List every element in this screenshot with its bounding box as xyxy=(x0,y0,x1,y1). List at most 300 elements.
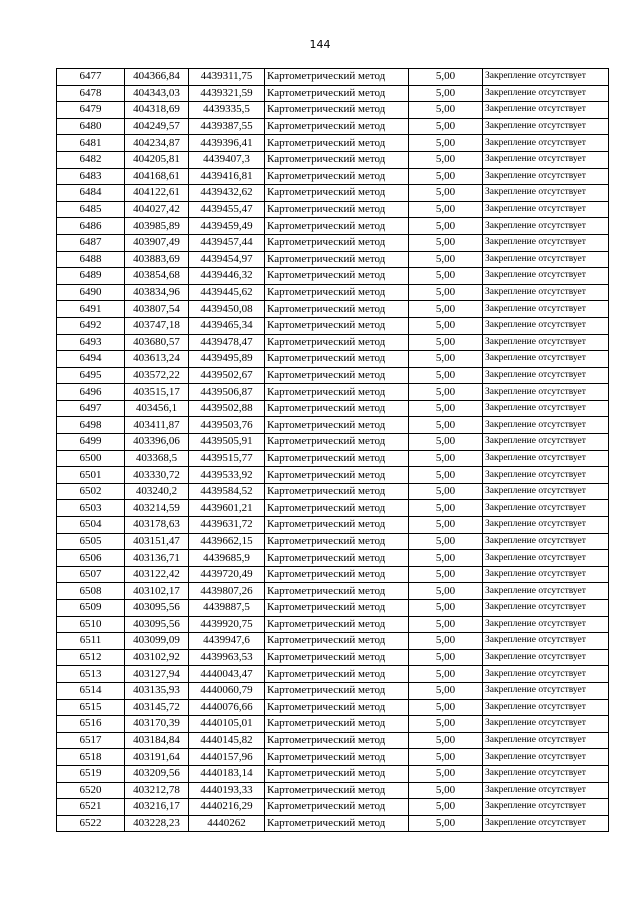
precision-cell: 5,00 xyxy=(409,765,483,782)
method-cell: Картометрический метод xyxy=(265,69,409,86)
fixation-cell: Закрепление отсутствует xyxy=(483,600,609,617)
y-coordinate-cell: 4440183,14 xyxy=(189,765,265,782)
point-number-cell: 6510 xyxy=(57,616,125,633)
y-coordinate-cell: 4439465,34 xyxy=(189,317,265,334)
y-coordinate-cell: 4439446,32 xyxy=(189,268,265,285)
y-coordinate-cell: 4439503,76 xyxy=(189,417,265,434)
method-cell: Картометрический метод xyxy=(265,550,409,567)
fixation-cell: Закрепление отсутствует xyxy=(483,666,609,683)
x-coordinate-cell: 403985,89 xyxy=(125,218,189,235)
point-number-cell: 6503 xyxy=(57,500,125,517)
x-coordinate-cell: 403127,94 xyxy=(125,666,189,683)
table-row xyxy=(57,666,609,683)
fixation-cell: Закрепление отсутствует xyxy=(483,434,609,451)
y-coordinate-cell: 4439887,5 xyxy=(189,600,265,617)
precision-cell: 5,00 xyxy=(409,550,483,567)
point-number-cell: 6515 xyxy=(57,699,125,716)
x-coordinate-cell: 403228,23 xyxy=(125,815,189,832)
y-coordinate-cell: 4439506,87 xyxy=(189,384,265,401)
y-coordinate-cell: 4439416,81 xyxy=(189,168,265,185)
precision-cell: 5,00 xyxy=(409,85,483,102)
fixation-cell: Закрепление отсутствует xyxy=(483,102,609,119)
fixation-cell: Закрепление отсутствует xyxy=(483,732,609,749)
point-number-cell: 6478 xyxy=(57,85,125,102)
method-cell: Картометрический метод xyxy=(265,168,409,185)
method-cell: Картометрический метод xyxy=(265,351,409,368)
method-cell: Картометрический метод xyxy=(265,633,409,650)
method-cell: Картометрический метод xyxy=(265,533,409,550)
precision-cell: 5,00 xyxy=(409,102,483,119)
x-coordinate-cell: 403216,17 xyxy=(125,799,189,816)
x-coordinate-cell: 403095,56 xyxy=(125,616,189,633)
method-cell: Картометрический метод xyxy=(265,185,409,202)
method-cell: Картометрический метод xyxy=(265,334,409,351)
fixation-cell: Закрепление отсутствует xyxy=(483,135,609,152)
y-coordinate-cell: 4439396,41 xyxy=(189,135,265,152)
y-coordinate-cell: 4439311,75 xyxy=(189,69,265,86)
coordinates-table xyxy=(56,68,609,832)
precision-cell: 5,00 xyxy=(409,716,483,733)
y-coordinate-cell: 4439631,72 xyxy=(189,517,265,534)
y-coordinate-cell: 4439455,47 xyxy=(189,201,265,218)
y-coordinate-cell: 4440105,01 xyxy=(189,716,265,733)
y-coordinate-cell: 4440193,33 xyxy=(189,782,265,799)
table-row xyxy=(57,367,609,384)
y-coordinate-cell: 4439335,5 xyxy=(189,102,265,119)
fixation-cell: Закрепление отсутствует xyxy=(483,500,609,517)
method-cell: Картометрический метод xyxy=(265,85,409,102)
precision-cell: 5,00 xyxy=(409,135,483,152)
point-number-cell: 6507 xyxy=(57,566,125,583)
y-coordinate-cell: 4440216,29 xyxy=(189,799,265,816)
x-coordinate-cell: 404234,87 xyxy=(125,135,189,152)
table-row xyxy=(57,351,609,368)
table-row xyxy=(57,417,609,434)
method-cell: Картометрический метод xyxy=(265,317,409,334)
table-row xyxy=(57,434,609,451)
x-coordinate-cell: 403151,47 xyxy=(125,533,189,550)
x-coordinate-cell: 403680,57 xyxy=(125,334,189,351)
precision-cell: 5,00 xyxy=(409,517,483,534)
fixation-cell: Закрепление отсутствует xyxy=(483,699,609,716)
method-cell: Картометрический метод xyxy=(265,716,409,733)
table-row xyxy=(57,384,609,401)
table-row xyxy=(57,168,609,185)
fixation-cell: Закрепление отсутствует xyxy=(483,749,609,766)
y-coordinate-cell: 4439685,9 xyxy=(189,550,265,567)
precision-cell: 5,00 xyxy=(409,317,483,334)
y-coordinate-cell: 4439495,89 xyxy=(189,351,265,368)
x-coordinate-cell: 403854,68 xyxy=(125,268,189,285)
method-cell: Картометрический метод xyxy=(265,234,409,251)
x-coordinate-cell: 404205,81 xyxy=(125,151,189,168)
point-number-cell: 6501 xyxy=(57,467,125,484)
x-coordinate-cell: 403747,18 xyxy=(125,317,189,334)
x-coordinate-cell: 403099,09 xyxy=(125,633,189,650)
method-cell: Картометрический метод xyxy=(265,732,409,749)
y-coordinate-cell: 4439533,92 xyxy=(189,467,265,484)
x-coordinate-cell: 403102,92 xyxy=(125,649,189,666)
precision-cell: 5,00 xyxy=(409,367,483,384)
x-coordinate-cell: 403170,39 xyxy=(125,716,189,733)
precision-cell: 5,00 xyxy=(409,301,483,318)
y-coordinate-cell: 4440043,47 xyxy=(189,666,265,683)
method-cell: Картометрический метод xyxy=(265,367,409,384)
point-number-cell: 6516 xyxy=(57,716,125,733)
point-number-cell: 6482 xyxy=(57,151,125,168)
fixation-cell: Закрепление отсутствует xyxy=(483,317,609,334)
table-row xyxy=(57,268,609,285)
method-cell: Картометрический метод xyxy=(265,201,409,218)
x-coordinate-cell: 403907,49 xyxy=(125,234,189,251)
precision-cell: 5,00 xyxy=(409,201,483,218)
x-coordinate-cell: 403613,24 xyxy=(125,351,189,368)
x-coordinate-cell: 403191,64 xyxy=(125,749,189,766)
fixation-cell: Закрепление отсутствует xyxy=(483,550,609,567)
table-row xyxy=(57,533,609,550)
table-row xyxy=(57,550,609,567)
table-row xyxy=(57,517,609,534)
x-coordinate-cell: 403572,22 xyxy=(125,367,189,384)
x-coordinate-cell: 404122,61 xyxy=(125,185,189,202)
y-coordinate-cell: 4439478,47 xyxy=(189,334,265,351)
table-row xyxy=(57,815,609,832)
x-coordinate-cell: 403834,96 xyxy=(125,284,189,301)
method-cell: Картометрический метод xyxy=(265,417,409,434)
method-cell: Картометрический метод xyxy=(265,782,409,799)
point-number-cell: 6502 xyxy=(57,483,125,500)
point-number-cell: 6522 xyxy=(57,815,125,832)
method-cell: Картометрический метод xyxy=(265,434,409,451)
precision-cell: 5,00 xyxy=(409,400,483,417)
point-number-cell: 6495 xyxy=(57,367,125,384)
method-cell: Картометрический метод xyxy=(265,301,409,318)
method-cell: Картометрический метод xyxy=(265,102,409,119)
table-row xyxy=(57,732,609,749)
precision-cell: 5,00 xyxy=(409,566,483,583)
point-number-cell: 6514 xyxy=(57,682,125,699)
x-coordinate-cell: 403456,1 xyxy=(125,400,189,417)
y-coordinate-cell: 4439407,3 xyxy=(189,151,265,168)
table-row xyxy=(57,400,609,417)
table-row xyxy=(57,633,609,650)
x-coordinate-cell: 403883,69 xyxy=(125,251,189,268)
x-coordinate-cell: 403102,17 xyxy=(125,583,189,600)
precision-cell: 5,00 xyxy=(409,450,483,467)
x-coordinate-cell: 403145,72 xyxy=(125,699,189,716)
precision-cell: 5,00 xyxy=(409,666,483,683)
fixation-cell: Закрепление отсутствует xyxy=(483,633,609,650)
x-coordinate-cell: 403515,17 xyxy=(125,384,189,401)
table-row xyxy=(57,649,609,666)
method-cell: Картометрический метод xyxy=(265,699,409,716)
table-row xyxy=(57,151,609,168)
fixation-cell: Закрепление отсутствует xyxy=(483,649,609,666)
y-coordinate-cell: 4439450,08 xyxy=(189,301,265,318)
table-row xyxy=(57,583,609,600)
method-cell: Картометрический метод xyxy=(265,765,409,782)
x-coordinate-cell: 403330,72 xyxy=(125,467,189,484)
y-coordinate-cell: 4439601,21 xyxy=(189,500,265,517)
precision-cell: 5,00 xyxy=(409,782,483,799)
method-cell: Картометрический метод xyxy=(265,517,409,534)
fixation-cell: Закрепление отсутствует xyxy=(483,765,609,782)
y-coordinate-cell: 4439584,52 xyxy=(189,483,265,500)
table-row xyxy=(57,716,609,733)
point-number-cell: 6486 xyxy=(57,218,125,235)
method-cell: Картометрический метод xyxy=(265,135,409,152)
table-row xyxy=(57,218,609,235)
fixation-cell: Закрепление отсутствует xyxy=(483,467,609,484)
precision-cell: 5,00 xyxy=(409,649,483,666)
x-coordinate-cell: 403396,06 xyxy=(125,434,189,451)
fixation-cell: Закрепление отсутствует xyxy=(483,566,609,583)
precision-cell: 5,00 xyxy=(409,583,483,600)
table-row xyxy=(57,799,609,816)
y-coordinate-cell: 4439445,62 xyxy=(189,284,265,301)
table-row xyxy=(57,483,609,500)
precision-cell: 5,00 xyxy=(409,732,483,749)
method-cell: Картометрический метод xyxy=(265,284,409,301)
fixation-cell: Закрепление отсутствует xyxy=(483,616,609,633)
table-row xyxy=(57,135,609,152)
x-coordinate-cell: 403240,2 xyxy=(125,483,189,500)
y-coordinate-cell: 4440145,82 xyxy=(189,732,265,749)
precision-cell: 5,00 xyxy=(409,284,483,301)
point-number-cell: 6508 xyxy=(57,583,125,600)
precision-cell: 5,00 xyxy=(409,185,483,202)
precision-cell: 5,00 xyxy=(409,699,483,716)
precision-cell: 5,00 xyxy=(409,799,483,816)
y-coordinate-cell: 4439920,75 xyxy=(189,616,265,633)
x-coordinate-cell: 403095,56 xyxy=(125,600,189,617)
fixation-cell: Закрепление отсутствует xyxy=(483,218,609,235)
y-coordinate-cell: 4439387,55 xyxy=(189,118,265,135)
fixation-cell: Закрепление отсутствует xyxy=(483,417,609,434)
precision-cell: 5,00 xyxy=(409,500,483,517)
method-cell: Картометрический метод xyxy=(265,268,409,285)
point-number-cell: 6484 xyxy=(57,185,125,202)
fixation-cell: Закрепление отсутствует xyxy=(483,367,609,384)
point-number-cell: 6485 xyxy=(57,201,125,218)
precision-cell: 5,00 xyxy=(409,483,483,500)
point-number-cell: 6506 xyxy=(57,550,125,567)
point-number-cell: 6479 xyxy=(57,102,125,119)
fixation-cell: Закрепление отсутствует xyxy=(483,682,609,699)
point-number-cell: 6521 xyxy=(57,799,125,816)
fixation-cell: Закрепление отсутствует xyxy=(483,799,609,816)
x-coordinate-cell: 403368,5 xyxy=(125,450,189,467)
precision-cell: 5,00 xyxy=(409,749,483,766)
precision-cell: 5,00 xyxy=(409,815,483,832)
method-cell: Картометрический метод xyxy=(265,616,409,633)
fixation-cell: Закрепление отсутствует xyxy=(483,483,609,500)
fixation-cell: Закрепление отсутствует xyxy=(483,69,609,86)
point-number-cell: 6496 xyxy=(57,384,125,401)
y-coordinate-cell: 4440060,79 xyxy=(189,682,265,699)
table-row xyxy=(57,699,609,716)
table-row xyxy=(57,201,609,218)
precision-cell: 5,00 xyxy=(409,616,483,633)
table-row xyxy=(57,185,609,202)
method-cell: Картометрический метод xyxy=(265,500,409,517)
method-cell: Картометрический метод xyxy=(265,467,409,484)
fixation-cell: Закрепление отсутствует xyxy=(483,85,609,102)
method-cell: Картометрический метод xyxy=(265,483,409,500)
coordinates-table-body xyxy=(57,69,609,832)
x-coordinate-cell: 403136,71 xyxy=(125,550,189,567)
fixation-cell: Закрепление отсутствует xyxy=(483,716,609,733)
point-number-cell: 6494 xyxy=(57,351,125,368)
y-coordinate-cell: 4439459,49 xyxy=(189,218,265,235)
precision-cell: 5,00 xyxy=(409,600,483,617)
table-row xyxy=(57,118,609,135)
x-coordinate-cell: 403807,54 xyxy=(125,301,189,318)
point-number-cell: 6489 xyxy=(57,268,125,285)
table-row xyxy=(57,334,609,351)
y-coordinate-cell: 4439963,53 xyxy=(189,649,265,666)
point-number-cell: 6499 xyxy=(57,434,125,451)
fixation-cell: Закрепление отсутствует xyxy=(483,118,609,135)
method-cell: Картометрический метод xyxy=(265,251,409,268)
point-number-cell: 6511 xyxy=(57,633,125,650)
point-number-cell: 6493 xyxy=(57,334,125,351)
precision-cell: 5,00 xyxy=(409,234,483,251)
fixation-cell: Закрепление отсутствует xyxy=(483,151,609,168)
method-cell: Картометрический метод xyxy=(265,400,409,417)
y-coordinate-cell: 4439662,15 xyxy=(189,533,265,550)
precision-cell: 5,00 xyxy=(409,682,483,699)
y-coordinate-cell: 4439502,67 xyxy=(189,367,265,384)
precision-cell: 5,00 xyxy=(409,633,483,650)
y-coordinate-cell: 4440157,96 xyxy=(189,749,265,766)
fixation-cell: Закрепление отсутствует xyxy=(483,251,609,268)
x-coordinate-cell: 404249,57 xyxy=(125,118,189,135)
table-row xyxy=(57,782,609,799)
x-coordinate-cell: 403184,84 xyxy=(125,732,189,749)
method-cell: Картометрический метод xyxy=(265,450,409,467)
table-row xyxy=(57,749,609,766)
x-coordinate-cell: 404318,69 xyxy=(125,102,189,119)
x-coordinate-cell: 403411,87 xyxy=(125,417,189,434)
point-number-cell: 6517 xyxy=(57,732,125,749)
method-cell: Картометрический метод xyxy=(265,666,409,683)
x-coordinate-cell: 403122,42 xyxy=(125,566,189,583)
point-number-cell: 6490 xyxy=(57,284,125,301)
fixation-cell: Закрепление отсутствует xyxy=(483,201,609,218)
point-number-cell: 6497 xyxy=(57,400,125,417)
point-number-cell: 6500 xyxy=(57,450,125,467)
method-cell: Картометрический метод xyxy=(265,583,409,600)
precision-cell: 5,00 xyxy=(409,268,483,285)
table-row xyxy=(57,765,609,782)
y-coordinate-cell: 4439720,49 xyxy=(189,566,265,583)
table-row xyxy=(57,566,609,583)
fixation-cell: Закрепление отсутствует xyxy=(483,533,609,550)
point-number-cell: 6520 xyxy=(57,782,125,799)
point-number-cell: 6487 xyxy=(57,234,125,251)
method-cell: Картометрический метод xyxy=(265,815,409,832)
point-number-cell: 6509 xyxy=(57,600,125,617)
point-number-cell: 6481 xyxy=(57,135,125,152)
precision-cell: 5,00 xyxy=(409,118,483,135)
y-coordinate-cell: 4439454,97 xyxy=(189,251,265,268)
point-number-cell: 6483 xyxy=(57,168,125,185)
y-coordinate-cell: 4439505,91 xyxy=(189,434,265,451)
method-cell: Картометрический метод xyxy=(265,566,409,583)
fixation-cell: Закрепление отсутствует xyxy=(483,301,609,318)
x-coordinate-cell: 403178,63 xyxy=(125,517,189,534)
y-coordinate-cell: 4439502,88 xyxy=(189,400,265,417)
method-cell: Картометрический метод xyxy=(265,799,409,816)
precision-cell: 5,00 xyxy=(409,168,483,185)
x-coordinate-cell: 404027,42 xyxy=(125,201,189,218)
point-number-cell: 6505 xyxy=(57,533,125,550)
point-number-cell: 6513 xyxy=(57,666,125,683)
table-row xyxy=(57,85,609,102)
y-coordinate-cell: 4439432,62 xyxy=(189,185,265,202)
fixation-cell: Закрепление отсутствует xyxy=(483,185,609,202)
y-coordinate-cell: 4440076,66 xyxy=(189,699,265,716)
x-coordinate-cell: 404168,61 xyxy=(125,168,189,185)
precision-cell: 5,00 xyxy=(409,417,483,434)
fixation-cell: Закрепление отсутствует xyxy=(483,351,609,368)
point-number-cell: 6512 xyxy=(57,649,125,666)
method-cell: Картометрический метод xyxy=(265,649,409,666)
precision-cell: 5,00 xyxy=(409,334,483,351)
x-coordinate-cell: 404366,84 xyxy=(125,69,189,86)
x-coordinate-cell: 403209,56 xyxy=(125,765,189,782)
y-coordinate-cell: 4439321,59 xyxy=(189,85,265,102)
fixation-cell: Закрепление отсутствует xyxy=(483,168,609,185)
precision-cell: 5,00 xyxy=(409,251,483,268)
table-row xyxy=(57,500,609,517)
method-cell: Картометрический метод xyxy=(265,384,409,401)
point-number-cell: 6480 xyxy=(57,118,125,135)
point-number-cell: 6492 xyxy=(57,317,125,334)
precision-cell: 5,00 xyxy=(409,467,483,484)
table-row xyxy=(57,450,609,467)
precision-cell: 5,00 xyxy=(409,351,483,368)
point-number-cell: 6519 xyxy=(57,765,125,782)
table-row xyxy=(57,234,609,251)
table-row xyxy=(57,616,609,633)
point-number-cell: 6518 xyxy=(57,749,125,766)
precision-cell: 5,00 xyxy=(409,533,483,550)
fixation-cell: Закрепление отсутствует xyxy=(483,400,609,417)
table-row xyxy=(57,600,609,617)
method-cell: Картометрический метод xyxy=(265,600,409,617)
page-number: 144 xyxy=(309,38,331,51)
table-row xyxy=(57,102,609,119)
point-number-cell: 6488 xyxy=(57,251,125,268)
table-row xyxy=(57,301,609,318)
point-number-cell: 6498 xyxy=(57,417,125,434)
fixation-cell: Закрепление отсутствует xyxy=(483,583,609,600)
point-number-cell: 6504 xyxy=(57,517,125,534)
y-coordinate-cell: 4440262 xyxy=(189,815,265,832)
fixation-cell: Закрепление отсутствует xyxy=(483,815,609,832)
method-cell: Картометрический метод xyxy=(265,682,409,699)
fixation-cell: Закрепление отсутствует xyxy=(483,450,609,467)
x-coordinate-cell: 403214,59 xyxy=(125,500,189,517)
table-row xyxy=(57,69,609,86)
fixation-cell: Закрепление отсутствует xyxy=(483,284,609,301)
fixation-cell: Закрепление отсутствует xyxy=(483,334,609,351)
y-coordinate-cell: 4439515,77 xyxy=(189,450,265,467)
precision-cell: 5,00 xyxy=(409,434,483,451)
table-row xyxy=(57,467,609,484)
